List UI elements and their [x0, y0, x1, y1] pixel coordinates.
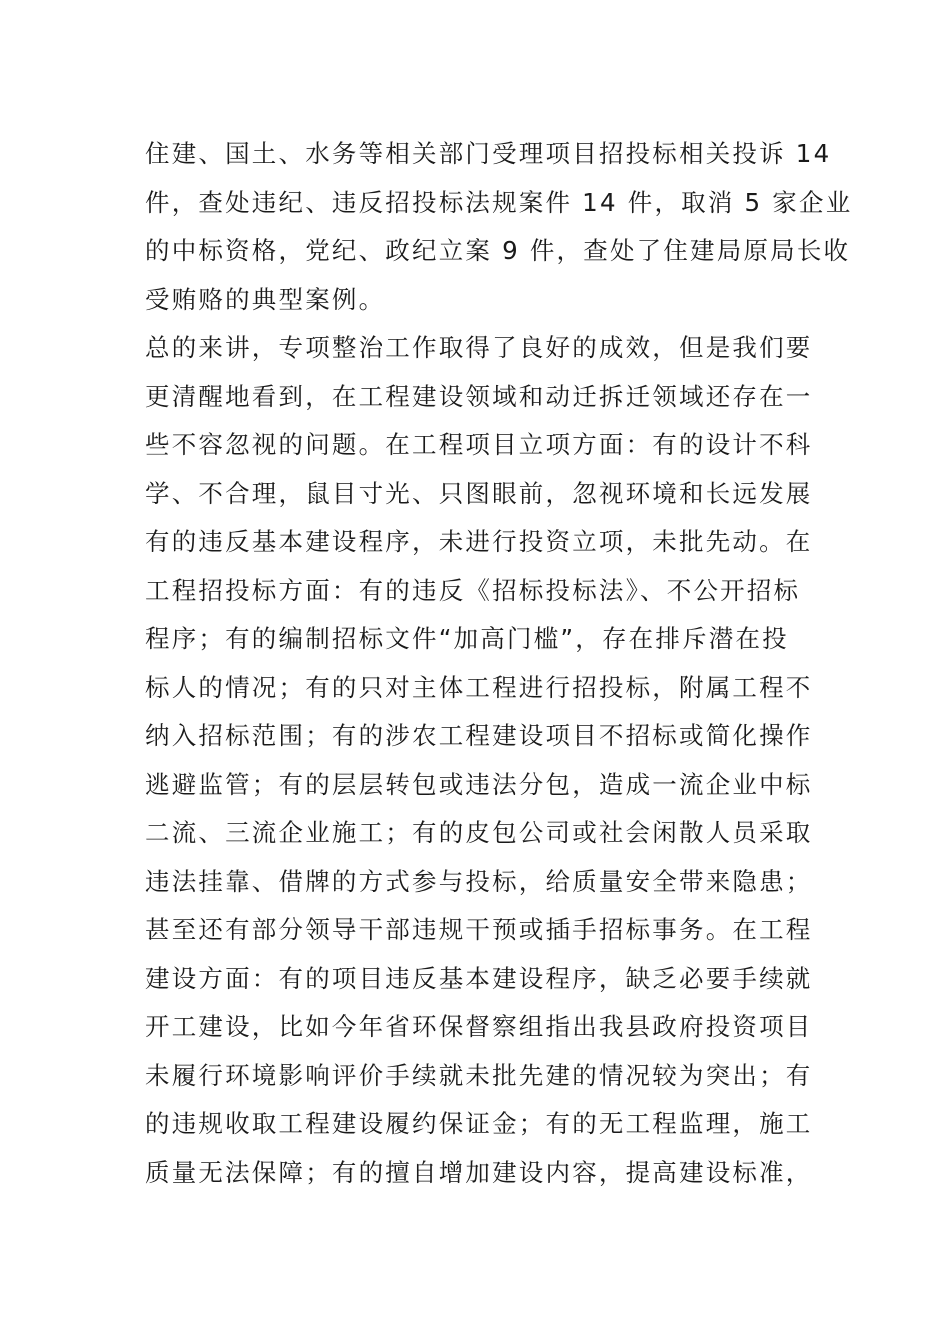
text-line: 的中标资格，党纪、政纪立案 9 件，查处了住建局原局长收 [145, 236, 851, 265]
text-line: 二流、三流企业施工；有的皮包公司或社会闲散人员采取 [145, 818, 813, 847]
text-line: 纳入招标范围；有的涉农工程建设项目不招标或简化操作 [145, 721, 813, 750]
text-line: 建设方面：有的项目违反基本建设程序，缺乏必要手续就 [145, 963, 813, 993]
text-line: 未履行环境影响评价手续就未批先建的情况较为突出；有 [145, 1060, 813, 1090]
text-line: 逃避监管；有的层层转包或违法分包，造成一流企业中标 [145, 769, 813, 799]
text-line: 的违规收取工程建设履约保证金；有的无工程监理，施工 [145, 1109, 813, 1138]
text-line: 学、不合理，鼠目寸光、只图眼前，忽视环境和长远发展 [145, 478, 813, 508]
text-line: 更清醒地看到，在工程建设领域和动迁拆迁领域还存在一 [145, 381, 813, 411]
text-line: 标人的情况；有的只对主体工程进行招投标，附属工程不 [145, 672, 813, 702]
text-line: 违法挂靠、借牌的方式参与投标，给质量安全带来隐患； [145, 866, 813, 896]
text-line: 开工建设，比如今年省环保督察组指出我县政府投资项目 [145, 1012, 813, 1041]
text-line: 总的来讲，专项整治工作取得了良好的成效，但是我们要 [145, 333, 813, 362]
text-line: 程序；有的编制招标文件“加高门槛”，存在排斥潜在投 [145, 624, 789, 653]
body-text [145, 130, 853, 1197]
text-line: 些不容忽视的问题。在工程项目立项方面：有的设计不科 [145, 430, 813, 459]
text-line: 质量无法保障；有的擅自增加建设内容，提高建设标准， [145, 1157, 813, 1187]
text-line: 件，查处违纪、违反招投标法规案件 14 件，取消 5 家企业 [145, 187, 853, 217]
text-line: 有的违反基本建设程序，未进行投资立项，未批先动。在 [145, 527, 813, 556]
text-line: 受贿赂的典型案例。 [145, 284, 386, 314]
text-line: 工程招投标方面：有的违反《招标投标法》、不公开招标 [145, 575, 801, 605]
text-line: 甚至还有部分领导干部违规干预或插手招标事务。在工程 [145, 915, 813, 944]
text-line: 住建、国土、水务等相关部门受理项目招投标相关投诉 14 [145, 139, 832, 168]
